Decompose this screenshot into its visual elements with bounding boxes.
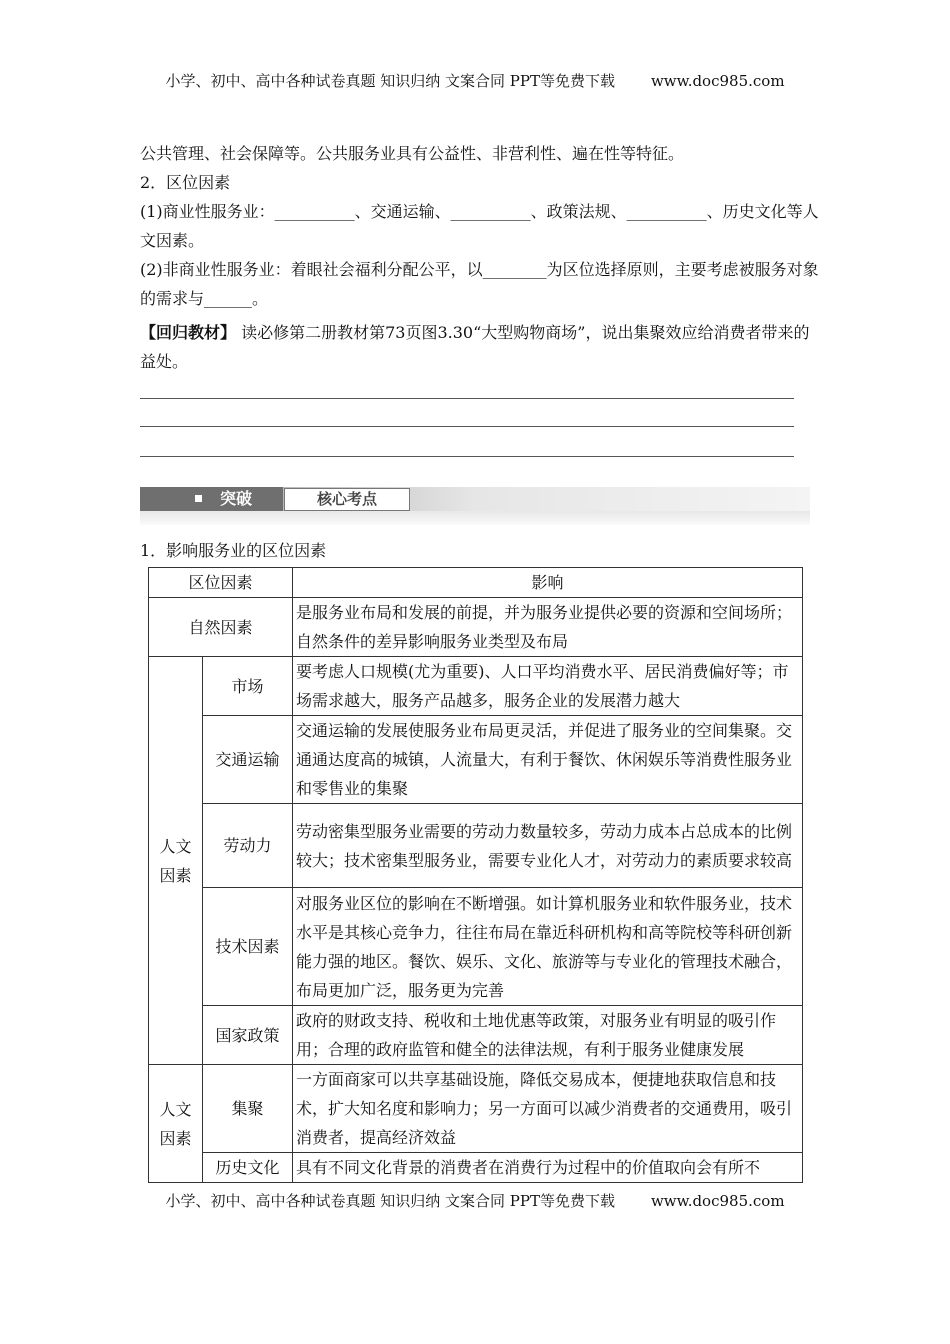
header-cell: 影响 [293,568,803,598]
factor-label: 劳动力 [203,804,293,888]
factors-table [148,567,803,1183]
answer-line [140,426,794,427]
header-text: 小学、初中、高中各种试卷真题 知识归纳 文案合同 PPT等免费下载 [165,72,615,90]
intro-line: 公共管理、社会保障等。公共服务业具有公益性、非营利性、遍在性等特征。 [140,144,685,163]
table-row [149,657,803,716]
table-row [149,1006,803,1065]
header-site: www.doc985.com [650,72,785,90]
factor-label: 自然因素 [149,598,293,657]
factor-text: 要考虑人口规模(尤为重要)、人口平均消费水平、居民消费偏好等；市场需求越大，服务产品越多，服务企业的发展潜力越大 [293,657,803,716]
table-row [149,1065,803,1153]
group-label: 人文因素 [149,1065,203,1183]
table-title: 1．影响服务业的区位因素 [140,541,327,560]
page-header [0,70,950,91]
factor-label: 技术因素 [203,888,293,1006]
factor-label: 国家政策 [203,1006,293,1065]
factor-label: 市场 [203,657,293,716]
textbook-tag: 【回归教材】 [140,323,237,342]
answer-line [140,456,794,457]
factor-text: 劳动密集型服务业需要的劳动力数量较多，劳动力成本占总成本的比例较大；技术密集型服务业，需要专业化人才，对劳动力的素质要求较高 [293,804,803,888]
footer-text: 小学、初中、高中各种试卷真题 知识归纳 文案合同 PPT等免费下载 [165,1192,615,1210]
section2-title: 2．区位因素 [140,173,231,192]
banner-dark-label: 突破 [220,489,253,508]
answer-line [140,398,794,399]
table-row [149,804,803,888]
factor-text: 一方面商家可以共享基础设施，降低交易成本，便捷地获取信息和技术，扩大知名度和影响力；另一方面可以减少消费者的交通费用，吸引消费者，提高经济效益 [293,1065,803,1153]
banner-white-label: 核心考点 [284,488,410,511]
page-footer [0,1190,950,1211]
factor-text: 交通运输的发展使服务业布局更灵活，并促进了服务业的空间集聚。交通通达度高的城镇，人流量大，有利于餐饮、休闲娱乐等消费性服务业和零售业的集聚 [293,716,803,804]
square-icon [195,495,202,502]
table-row [149,1153,803,1183]
textbook-text: 读必修第二册教材第73页图3.30“大型购物商场”，说出集聚效应给消费者带来的益处。 [140,323,810,371]
textbook-paragraph [140,318,820,376]
factor-text: 是服务业布局和发展的前提，并为服务业提供必要的资源和空间场所；自然条件的差异影响服务业类型及布局 [293,598,803,657]
factor-text: 政府的财政支持、税收和土地优惠等政策，对服务业有明显的吸引作用；合理的政府监管和健全的法律法规，有利于服务业健康发展 [293,1006,803,1065]
section-banner [140,487,810,525]
table-row [149,716,803,804]
header-cell: 区位因素 [149,568,293,598]
table-row [149,598,803,657]
factor-label: 交通运输 [203,716,293,804]
item2: (2)非商业性服务业：着眼社会福利分配公平，以________为区位选择原则，主要考虑被服务对象的需求与______。 [140,260,819,308]
factor-text: 对服务业区位的影响在不断增强。如计算机服务业和软件服务业，技术水平是其核心竞争力，往往布局在靠近科研机构和高等院校等科研创新能力强的地区。餐饮、娱乐、文化、旅游等与专业化的管理技术融合，布局更加广泛，服务更为完善 [293,888,803,1006]
factor-label: 历史文化 [203,1153,293,1183]
footer-site: www.doc985.com [650,1192,785,1210]
table-row [149,888,803,1006]
factor-label: 集聚 [203,1065,293,1153]
group-label: 人文因素 [149,657,203,1065]
factor-text: 具有不同文化背景的消费者在消费行为过程中的价值取向会有所不 [293,1153,803,1183]
item1: (1)商业性服务业：__________、交通运输、__________、政策法规、__________、历史文化等人文因素。 [140,202,819,250]
table-row [149,568,803,598]
